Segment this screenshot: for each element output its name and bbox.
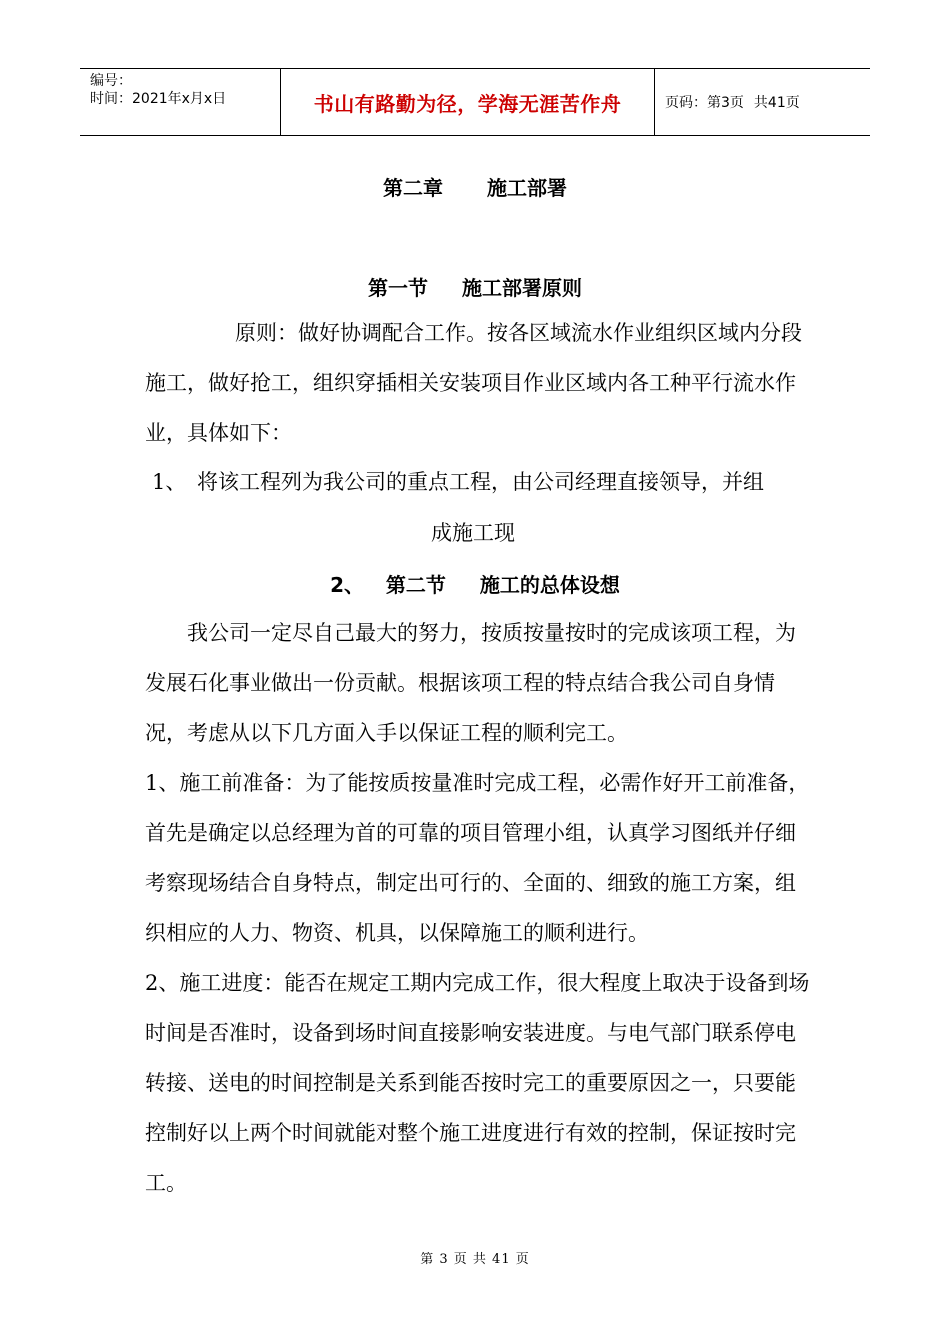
point2-paragraph: 2、施工进度：能否在规定工期内完成工作，很大程度上取决于设备到场时间是否准时，设备到场时间直接影响安装进度。与电气部门联系停电转接、送电的时间控制是关系到能否按时完工的重要原因之一，只要能控制好以上两个时间就能对整个施工进度进行有效的控制，保证按时完工。 (145, 971, 810, 1195)
total-label: 共41页 (753, 95, 800, 111)
item1-continuation: 成施工现 (431, 521, 515, 545)
section1-title (0, 272, 950, 301)
principle-paragraph: 原则：做好协调配合工作。按各区域流水作业组织区域内分段施工，做好抢工，组织穿插相关安装项目作业区域内各工种平行流水作业，具体如下： (145, 321, 802, 445)
number-label: 编号： (90, 73, 132, 89)
page-footer: 第 3 页 共 41 页 (420, 1252, 530, 1267)
header-motto: 书山有路勤为径，学海无涯苦作舟 (281, 69, 655, 135)
point1-paragraph: 1、施工前准备：为了能按质按量准时完成工程，必需作好开工前准备，首先是确定以总经理为首的可靠的项目管理小组，认真学习图纸并仔细考察现场结合自身特点，制定出可行的、全面的、细致的施工方案，组织相应的人力、物资、机具，以保障施工的顺利进行。 (145, 771, 810, 945)
header-page-info (655, 69, 870, 135)
chapter-number: 第二章 (383, 176, 443, 200)
section2-marker: 2、 (330, 573, 364, 597)
section2-number: 第二节 (385, 573, 446, 597)
time-label: 时间：2021年x月x日 (90, 91, 227, 107)
page-header (80, 68, 870, 136)
section2-title (0, 569, 950, 598)
page-label: 页码：第3页 (665, 95, 744, 111)
chapter-name: 施工部署 (487, 176, 567, 200)
intro-paragraph: 我公司一定尽自己最大的努力，按质按量按时的完成该项工程，为发展石化事业做出一份贡献。根据该项工程的特点结合我公司自身情况，考虑从以下几方面入手以保证工程的顺利完工。 (145, 621, 796, 745)
chapter-title (0, 172, 950, 201)
item1-text: 将该工程列为我公司的重点工程，由公司经理直接领导，并组 (197, 470, 764, 494)
section1-number: 第一节 (368, 276, 428, 300)
header-meta (80, 69, 281, 135)
section1-name: 施工部署原则 (462, 276, 582, 300)
item1-marker: 1、 (152, 470, 187, 494)
section2-name: 施工的总体设想 (479, 573, 620, 597)
